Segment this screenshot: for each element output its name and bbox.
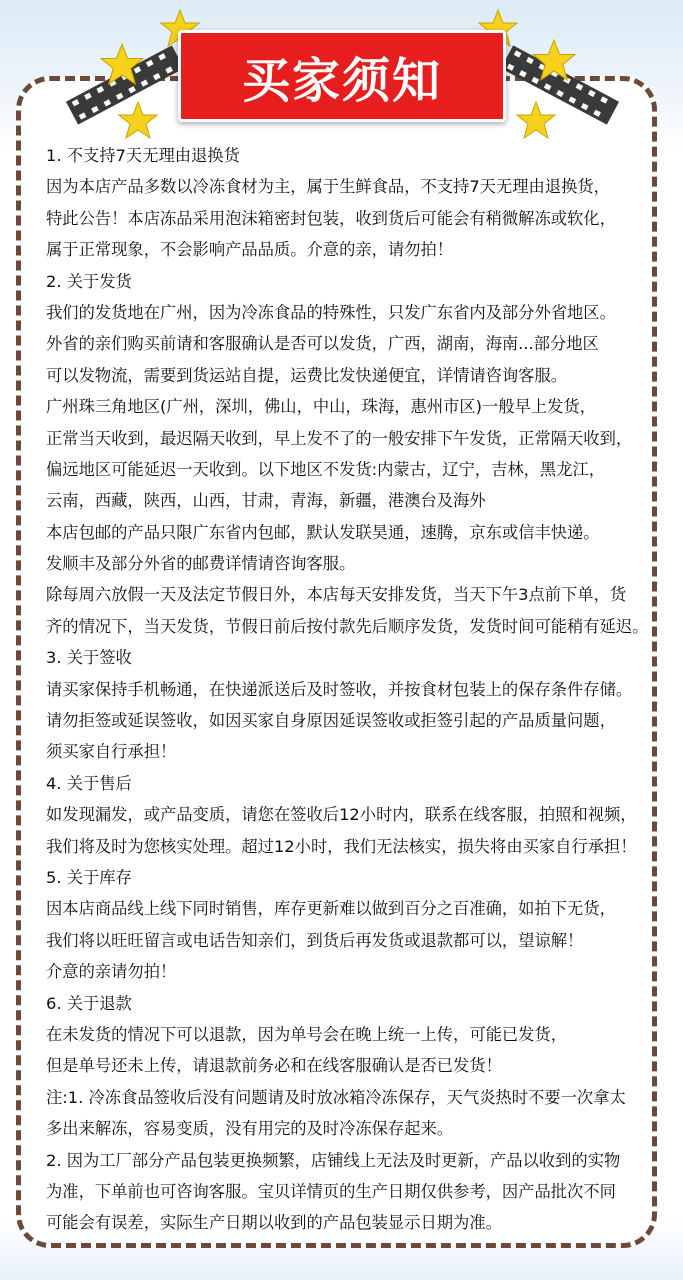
notice-line: 2. 因为工厂部分产品包装更换频繁，店铺线上无法及时更新，产品以收到的实物 [46,1150,621,1170]
notice-line: 我们将以旺旺留言或电话告知亲们，到货后再发货或退款都可以，望谅解！ [46,930,584,950]
star-icon [516,100,556,140]
notice-line: 偏远地区可能延迟一天收到。以下地区不发货:内蒙古，辽宁，吉林，黑龙江， [46,459,606,479]
page-title: 买家须知 [241,52,442,109]
notice-line: 2. 关于发货 [46,271,132,291]
notice-line: 如发现漏发，或产品变质，请您在签收后12小时内，联系在线客服，拍照和视频， [46,805,637,825]
notice-line: 须买家自行承担！ [46,742,177,762]
notice-line: 请勿拒签或延误签收，如因买家自身原因延误签收或拒签引起的产品质量问题， [46,711,616,731]
notice-line: 齐的情况下，当天发货，节假日前后按付款先后顺序发货，发货时间可能稍有延迟。 [46,616,649,636]
notice-line: 发顺丰及部分外省的邮费详情请咨询客服。 [46,554,356,574]
notice-line: 因为本店产品多数以冷冻食材为主，属于生鲜食品，不支持7天无理由退换货， [46,177,610,197]
notice-line: 6. 关于退款 [46,993,132,1013]
notice-line: 特此公告！本店冻品采用泡沫箱密封包装，收到货后可能会有稍微解冻或软化， [46,208,616,228]
notice-line: 在未发货的情况下可以退款，因为单号会在晚上统一上传，可能已发货， [46,1024,568,1044]
notice-line: 1. 不支持7天无理由退换货 [46,146,240,165]
notice-line: 广州珠三角地区(广州，深圳，佛山，中山，珠海，惠州市区)一般早上发货， [46,397,596,417]
notice-line: 我们将及时为您核实处理。超过12小时，我们无法核实，损失将由买家自行承担！ [46,836,637,856]
notice-line: 正常当天收到，最迟隔天收到，早上发不了的一般安排下午发货，正常隔天收到， [46,428,633,448]
notice-line: 介意的亲请勿拍！ [46,962,177,982]
notice-line: 可能会有误差，实际生产日期以收到的产品包装显示日期为准。 [46,1213,502,1233]
notice-line: 4. 关于售后 [46,773,132,793]
notice-line: 注:1. 冷冻食品签收后没有问题请及时放冰箱冷冻保存，天气炎热时不要一次拿太 [46,1087,626,1107]
notice-line: 请买家保持手机畅通，在快递派送后及时签收，并按食材包装上的保存条件存储。 [46,679,633,699]
notice-line: 我们的发货地在广州，因为冷冻食品的特殊性，只发广东省内及部分外省地区。 [46,302,616,322]
notice-line: 可以发物流，需要到货运站自提，运费比发快递便宜，详情请咨询客服。 [46,365,568,385]
notice-line: 因本店商品线上线下同时销售，库存更新难以做到百分之百准确，如拍下无货， [46,899,616,919]
notice-line: 为准，下单前也可咨询客服。宝贝详情页的生产日期仅供参考，因产品批次不同 [46,1181,616,1201]
notice-line: 除每周六放假一天及法定节假日外，本店每天安排发货，当天下午3点前下单，货 [46,585,627,605]
notice-line: 云南，西藏，陕西，山西，甘肃，青海，新疆，港澳台及海外 [46,491,486,511]
notice-line: 本店包邮的产品只限广东省内包邮，默认发联昊通，速腾，京东或信丰快递。 [46,522,600,542]
notice-line: 外省的亲们购买前请和客服确认是否可以发货，广西，湖南，海南...部分地区 [46,334,599,354]
notice-line: 但是单号还未上传，请退款前务必和在线客服确认是否已发货！ [46,1056,502,1076]
notice-line: 多出来解冻，容易变质，没有用完的及时冷冻保存起来。 [46,1119,454,1139]
star-icon [100,42,144,86]
title-banner [178,30,506,122]
notice-line: 5. 关于库存 [46,867,132,887]
star-icon [118,100,158,140]
notice-line: 3. 关于签收 [46,648,132,668]
star-icon [532,38,576,82]
notice-content [46,140,676,1239]
notice-line: 属于正常现象，不会影响产品品质。介意的亲，请勿拍！ [46,240,454,260]
